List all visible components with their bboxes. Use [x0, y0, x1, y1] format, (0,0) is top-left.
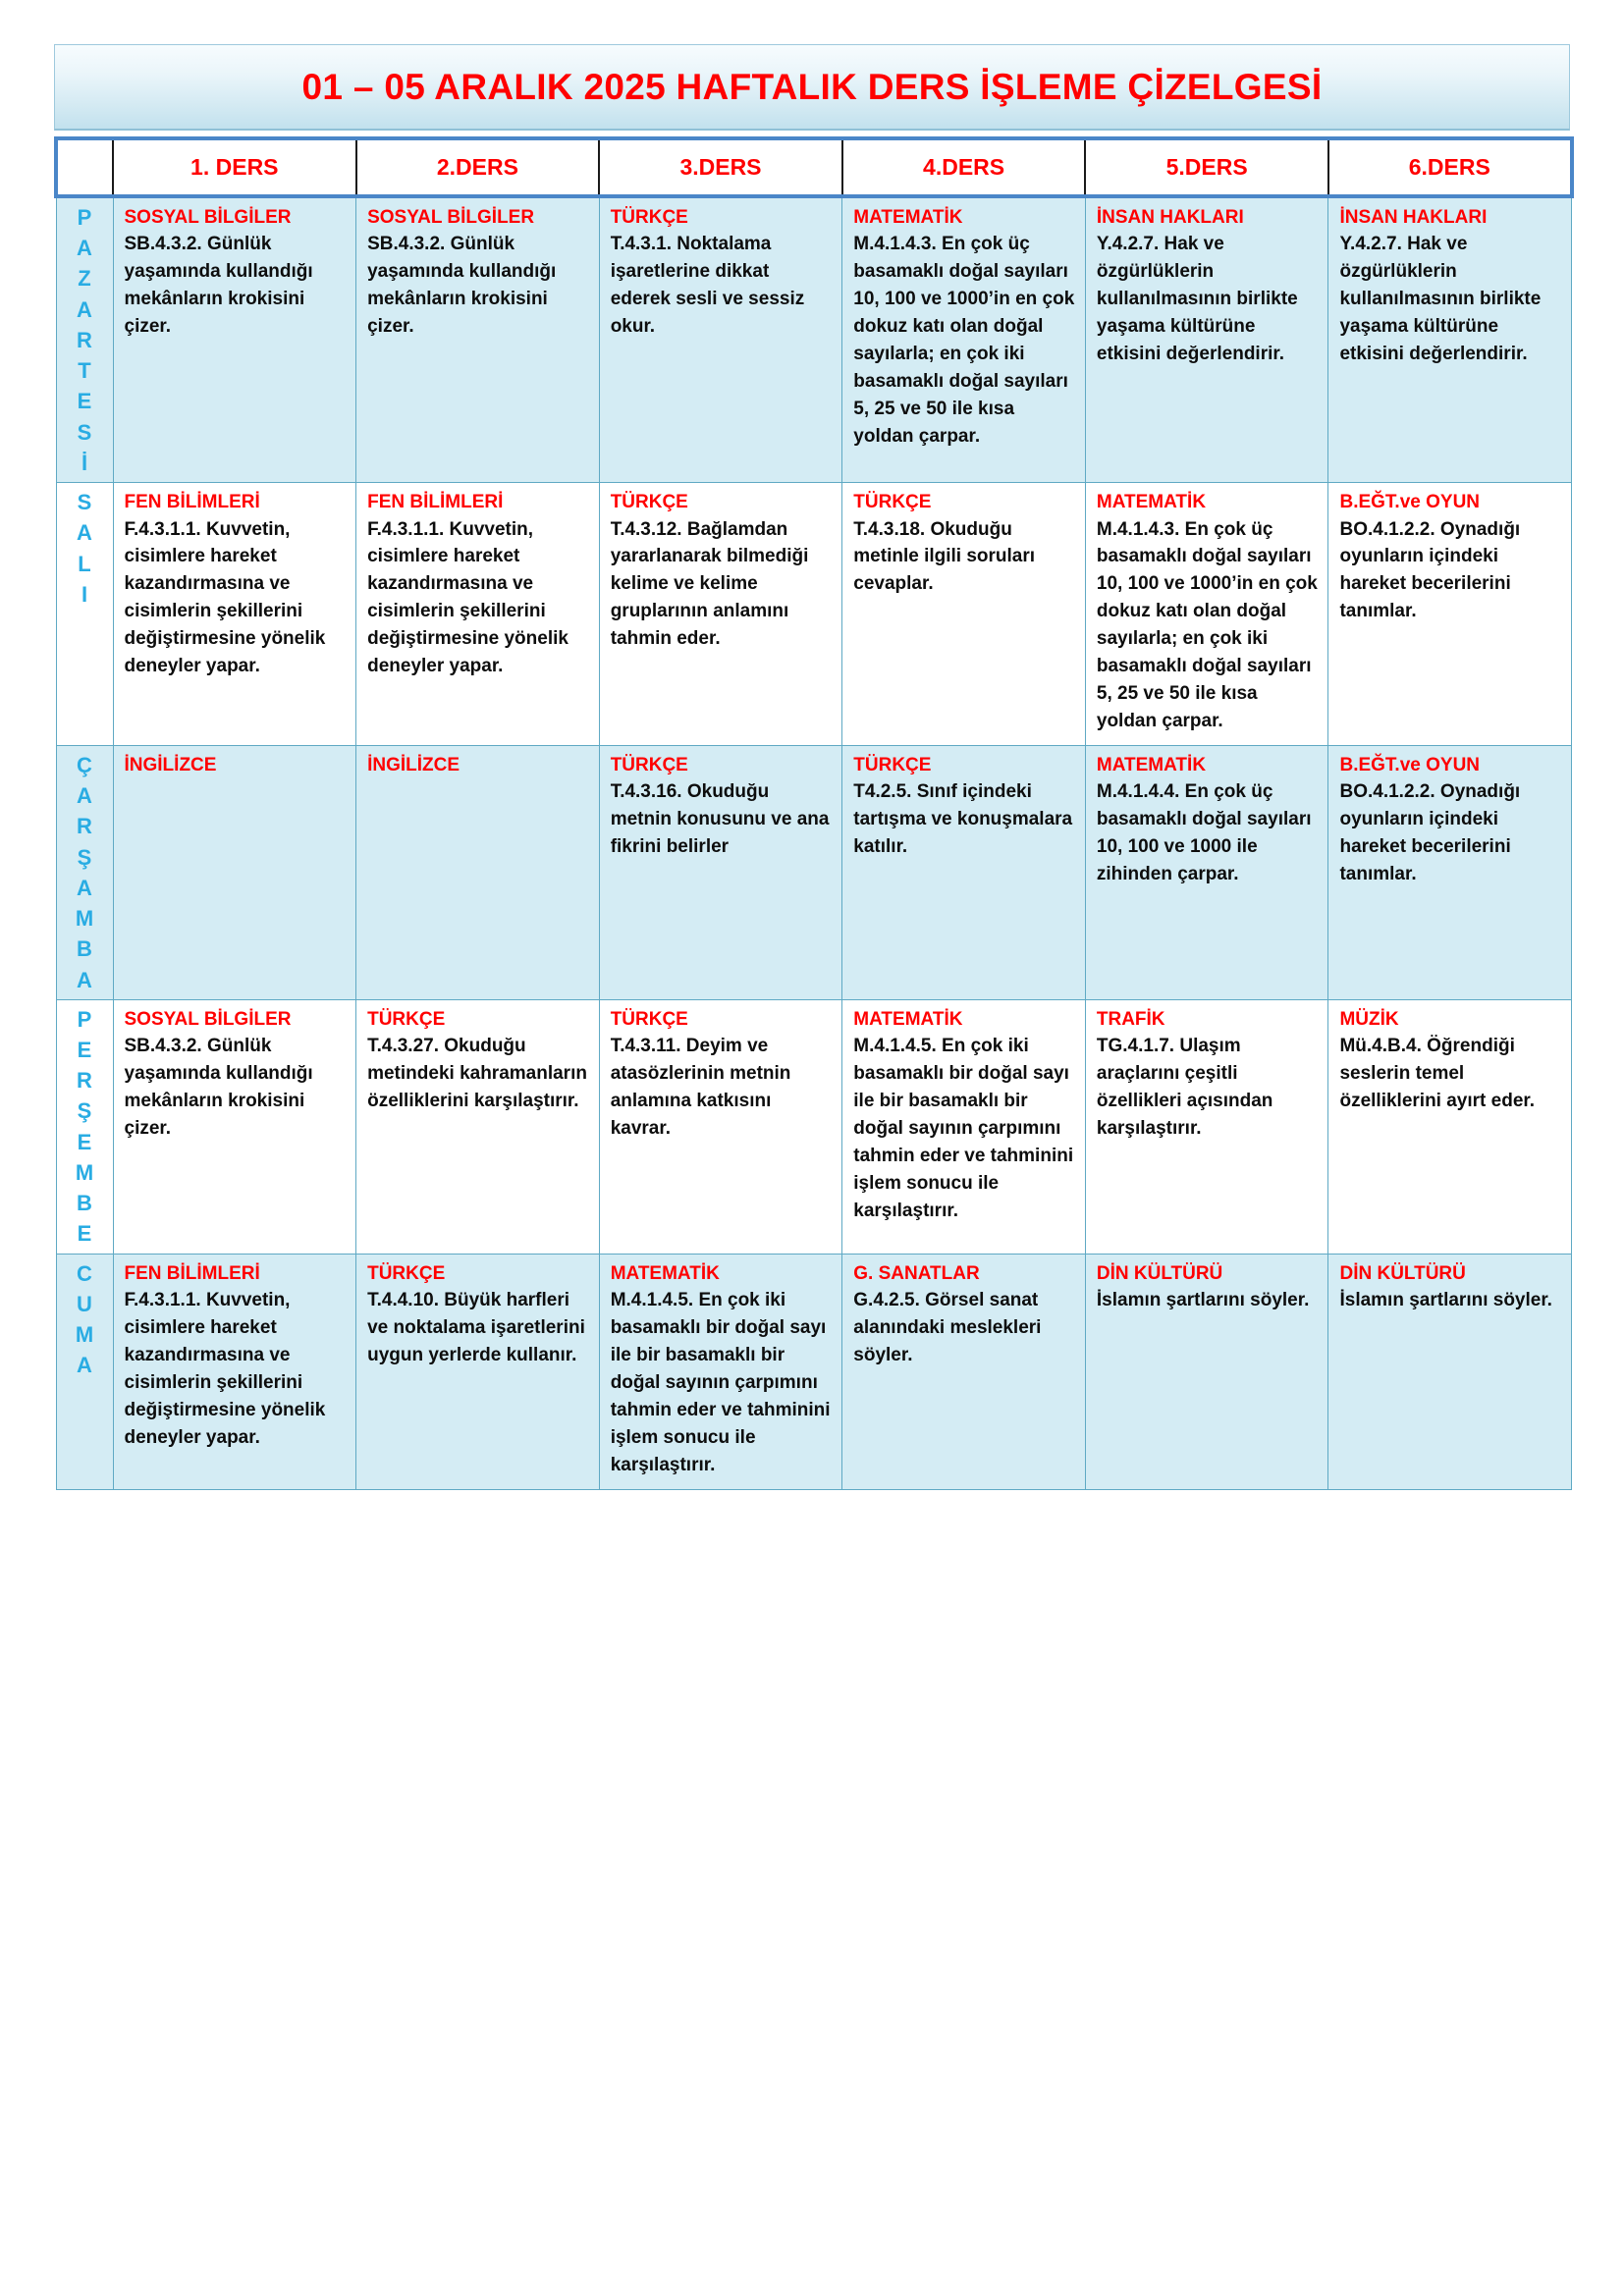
- lesson-subject: B.EĞT.ve OYUN: [1339, 492, 1481, 513]
- lesson-outcome: M.4.1.4.5. En çok iki basamaklı bir doğal sayı ile bir basamaklı bir doğal sayının çarpımını tahmin eder ve tahminini işlem sonucu ile karşılaştırır.: [853, 1036, 1074, 1221]
- lesson-cell: [1085, 196, 1328, 483]
- lesson-cell: [356, 196, 600, 483]
- lesson-outcome: T.4.4.10. Büyük harfleri ve noktalama işaretlerini uygun yerlerde kullanır.: [367, 1290, 585, 1365]
- lesson-outcome: M.4.1.4.3. En çok üç basamaklı doğal sayıları 10, 100 ve 1000’in en çok dokuz katı olan doğal sayılarla; en çok iki basamaklı doğal sayıları 5, 25 ve 50 ile kısa yoldan çarpar.: [853, 234, 1075, 447]
- lesson-subject: SOSYAL BİLGİLER: [124, 207, 292, 228]
- lesson-subject: TÜRKÇE: [610, 492, 688, 513]
- lesson-outcome: Mü.4.B.4. Öğrendiği seslerin temel özelliklerini ayırt eder.: [1339, 1036, 1536, 1112]
- lesson-subject: G. SANATLAR: [853, 1262, 980, 1284]
- day-label-cell: [56, 999, 113, 1254]
- lesson-outcome: İslamın şartlarını söyler.: [1096, 1290, 1310, 1311]
- day-label: P A Z A R T E S İ: [77, 205, 92, 475]
- header-corner-cell: [56, 138, 113, 196]
- lesson-outcome: SB.4.3.2. Günlük yaşamında kullandığı mekânların krokisini çizer.: [367, 234, 557, 338]
- weekly-schedule-table: [54, 136, 1574, 1490]
- lesson-subject: B.EĞT.ve OYUN: [1339, 754, 1481, 775]
- lesson-outcome: T.4.3.1. Noktalama işaretlerine dikkat ederek sesli ve sessiz okur.: [610, 234, 805, 338]
- day-label-cell: [56, 1254, 113, 1489]
- column-header-label: 1. DERS: [190, 153, 279, 180]
- schedule-row-sali: [56, 483, 1572, 746]
- day-label: P E R Ş E M B E: [75, 1006, 94, 1247]
- lesson-outcome: M.4.1.4.3. En çok üç basamaklı doğal sayıları 10, 100 ve 1000’in en çok dokuz katı olan doğal sayılarla; en çok iki basamaklı doğal sayıları 5, 25 ve 50 ile kısa yoldan çarpar.: [1096, 518, 1318, 731]
- lesson-subject: İNGİLİZCE: [124, 754, 217, 775]
- lesson-outcome: BO.4.1.2.2. Oynadığı oyunların içindeki hareket becerilerini tanımlar.: [1339, 518, 1521, 622]
- lesson-subject: MATEMATİK: [1096, 754, 1207, 775]
- lesson-outcome: F.4.3.1.1. Kuvvetin, cisimlere hareket kazandırmasına ve cisimlerin şekillerini değiştirmesine yönelik deneyler yapar.: [124, 1290, 326, 1448]
- lesson-cell: [1328, 483, 1572, 746]
- lesson-subject: FEN BİLİMLERİ: [124, 492, 260, 513]
- column-header-label: 4.DERS: [923, 153, 1005, 180]
- lesson-cell: [842, 483, 1086, 746]
- lesson-subject: TÜRKÇE: [853, 754, 932, 775]
- lesson-cell: [599, 483, 842, 746]
- lesson-outcome: T.4.3.27. Okuduğu metindeki kahramanların özelliklerini karşılaştırır.: [367, 1036, 587, 1112]
- day-label-cell: [56, 745, 113, 999]
- lesson-cell: [113, 745, 356, 999]
- lesson-subject: SOSYAL BİLGİLER: [124, 1008, 292, 1030]
- schedule-body: [56, 196, 1572, 1489]
- lesson-subject: DİN KÜLTÜRÜ: [1339, 1262, 1466, 1284]
- lesson-cell: [1328, 1254, 1572, 1489]
- lesson-cell: [113, 1254, 356, 1489]
- lesson-subject: İNSAN HAKLARI: [1339, 207, 1488, 228]
- title-banner: [54, 44, 1570, 131]
- column-header-lesson-1: [113, 138, 356, 196]
- day-label: S A L I: [77, 490, 92, 607]
- schedule-row-perşembe: [56, 999, 1572, 1254]
- column-header-lesson-3: [599, 138, 842, 196]
- lesson-outcome: F.4.3.1.1. Kuvvetin, cisimlere hareket kazandırmasına ve cisimlerin şekillerini değiştirmesine yönelik deneyler yapar.: [124, 518, 326, 677]
- column-header-label: 2.DERS: [436, 153, 518, 180]
- column-header-lesson-5: [1085, 138, 1328, 196]
- lesson-outcome: İslamın şartlarını söyler.: [1339, 1290, 1552, 1311]
- lesson-cell: [356, 1254, 600, 1489]
- lesson-outcome: G.4.2.5. Görsel sanat alanındaki meslekleri söyler.: [853, 1290, 1042, 1365]
- lesson-cell: [1085, 483, 1328, 746]
- schedule-row-pazartesi̇: [56, 196, 1572, 483]
- lesson-subject: TRAFİK: [1096, 1008, 1165, 1030]
- lesson-outcome: SB.4.3.2. Günlük yaşamında kullandığı mekânların krokisini çizer.: [124, 1036, 313, 1139]
- lesson-cell: [1328, 196, 1572, 483]
- lesson-cell: [1085, 745, 1328, 999]
- lesson-cell: [599, 745, 842, 999]
- page-title: 01 – 05 ARALIK 2025 HAFTALIK DERS İŞLEME ÇİZELGESİ: [301, 67, 1323, 107]
- lesson-subject: TÜRKÇE: [367, 1008, 446, 1030]
- lesson-outcome: T.4.3.16. Okuduğu metnin konusunu ve ana fikrini belirler: [610, 781, 830, 858]
- lesson-cell: [113, 999, 356, 1254]
- lesson-subject: TÜRKÇE: [610, 207, 688, 228]
- lesson-cell: [356, 745, 600, 999]
- lesson-cell: [113, 196, 356, 483]
- lesson-outcome: T.4.3.12. Bağlamdan yararlanarak bilmediği kelime ve kelime gruplarının anlamını tahmin eder.: [610, 518, 809, 650]
- column-header-lesson-6: [1328, 138, 1572, 196]
- column-header-label: 6.DERS: [1408, 153, 1490, 180]
- lesson-cell: [356, 999, 600, 1254]
- lesson-subject: MÜZİK: [1339, 1008, 1399, 1030]
- lesson-cell: [842, 745, 1086, 999]
- day-label: C U M A: [75, 1260, 94, 1378]
- day-label-cell: [56, 483, 113, 746]
- lesson-cell: [842, 1254, 1086, 1489]
- lesson-subject: DİN KÜLTÜRÜ: [1096, 1262, 1223, 1284]
- lesson-subject: TÜRKÇE: [610, 754, 688, 775]
- lesson-subject: İNGİLİZCE: [367, 754, 460, 775]
- lesson-outcome: Y.4.2.7. Hak ve özgürlüklerin kullanılmasının birlikte yaşama kültürüne etkisini değerlendirir.: [1096, 234, 1298, 365]
- day-label: Ç A R Ş A M B A: [75, 752, 94, 992]
- lesson-cell: [356, 483, 600, 746]
- schedule-row-çarşamba: [56, 745, 1572, 999]
- lesson-outcome: T.4.3.11. Deyim ve atasözlerinin metnin anlamına katkısını kavrar.: [610, 1036, 791, 1139]
- lesson-subject: TÜRKÇE: [610, 1008, 688, 1030]
- lesson-subject: FEN BİLİMLERİ: [124, 1262, 260, 1284]
- day-label-cell: [56, 196, 113, 483]
- lesson-cell: [842, 999, 1086, 1254]
- lesson-outcome: M.4.1.4.4. En çok üç basamaklı doğal sayıları 10, 100 ve 1000 ile zihinden çarpar.: [1096, 781, 1312, 885]
- lesson-subject: TÜRKÇE: [367, 1262, 446, 1284]
- lesson-subject: TÜRKÇE: [853, 492, 932, 513]
- lesson-outcome: M.4.1.4.5. En çok iki basamaklı bir doğal sayı ile bir basamaklı bir doğal sayının çarpımını tahmin eder ve tahminini işlem sonucu ile karşılaştırır.: [610, 1290, 831, 1475]
- lesson-outcome: F.4.3.1.1. Kuvvetin, cisimlere hareket kazandırmasına ve cisimlerin şekillerini değiştirmesine yönelik deneyler yapar.: [367, 518, 568, 677]
- lesson-subject: SOSYAL BİLGİLER: [367, 207, 535, 228]
- lesson-cell: [1085, 1254, 1328, 1489]
- column-header-lesson-2: [356, 138, 600, 196]
- lesson-cell: [842, 196, 1086, 483]
- lesson-subject: MATEMATİK: [1096, 492, 1207, 513]
- column-header-lesson-4: [842, 138, 1086, 196]
- lesson-cell: [1328, 745, 1572, 999]
- lesson-outcome: SB.4.3.2. Günlük yaşamında kullandığı mekânların krokisini çizer.: [124, 234, 313, 338]
- column-header-label: 3.DERS: [679, 153, 762, 180]
- lesson-cell: [113, 483, 356, 746]
- lesson-outcome: BO.4.1.2.2. Oynadığı oyunların içindeki hareket becerilerini tanımlar.: [1339, 781, 1521, 885]
- lesson-outcome: Y.4.2.7. Hak ve özgürlüklerin kullanılmasının birlikte yaşama kültürüne etkisini değerlendirir.: [1339, 234, 1542, 365]
- lesson-outcome: TG.4.1.7. Ulaşım araçlarını çeşitli özellikleri açısından karşılaştırır.: [1096, 1036, 1273, 1139]
- lesson-outcome: T.4.3.18. Okuduğu metinle ilgili soruları cevaplar.: [853, 518, 1036, 595]
- lesson-subject: İNSAN HAKLARI: [1096, 207, 1244, 228]
- lesson-outcome: T4.2.5. Sınıf içindeki tartışma ve konuşmalara katılır.: [853, 781, 1073, 858]
- lesson-subject: MATEMATİK: [853, 1008, 963, 1030]
- lesson-cell: [599, 999, 842, 1254]
- lesson-cell: [599, 196, 842, 483]
- table-header-row: [56, 138, 1572, 196]
- lesson-cell: [1085, 999, 1328, 1254]
- lesson-cell: [1328, 999, 1572, 1254]
- lesson-subject: MATEMATİK: [610, 1262, 720, 1284]
- column-header-label: 5.DERS: [1165, 153, 1248, 180]
- lesson-cell: [599, 1254, 842, 1489]
- lesson-subject: FEN BİLİMLERİ: [367, 492, 504, 513]
- schedule-row-cuma: [56, 1254, 1572, 1489]
- lesson-subject: MATEMATİK: [853, 207, 963, 228]
